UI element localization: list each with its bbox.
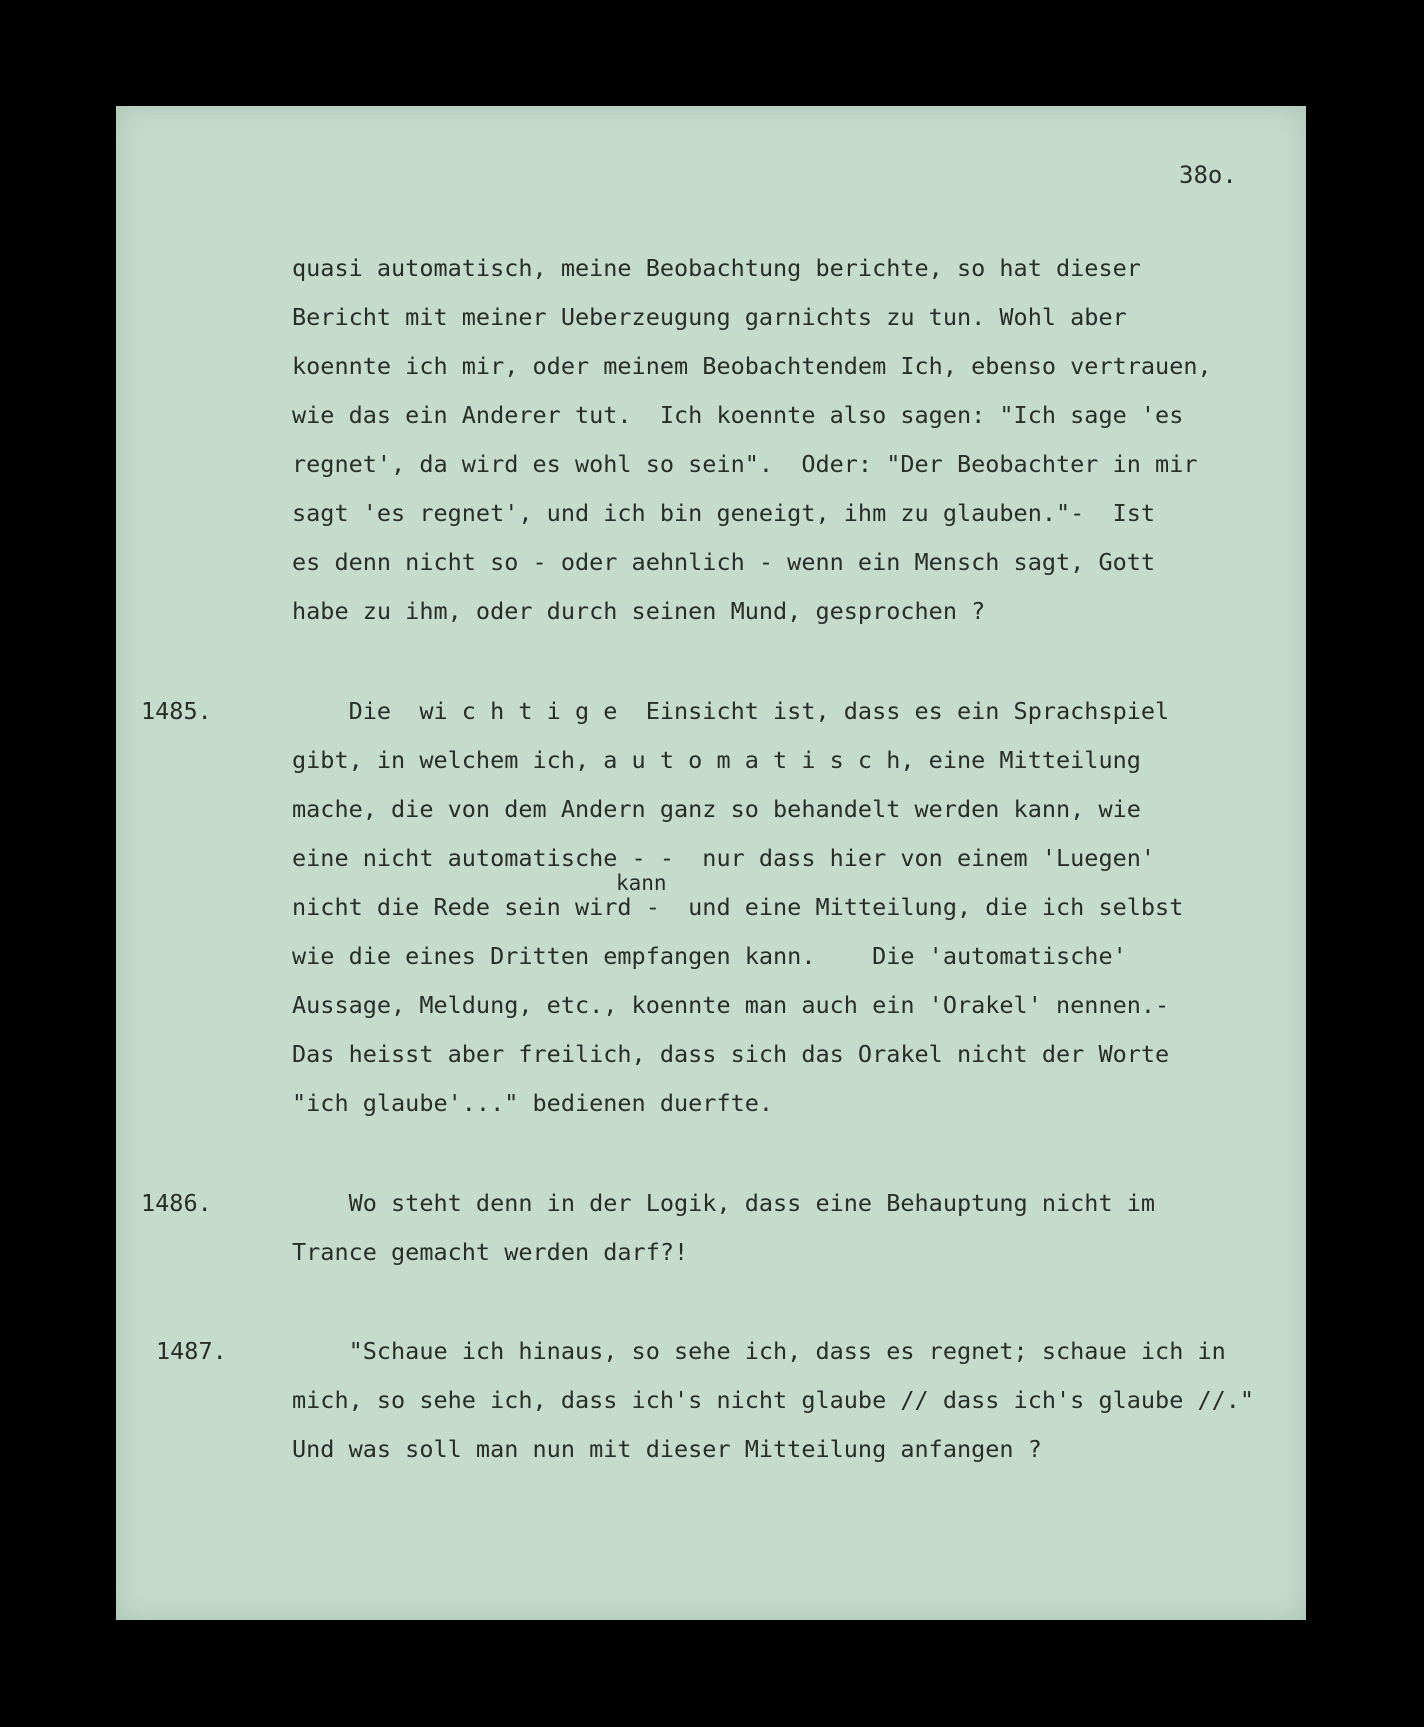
remark-number-1487: 1487. [156,1337,227,1365]
text-line: gibt, in welchem ich, a u t o m a t i s c h, eine Mitteilung [292,746,1141,774]
text-line: nicht die Rede sein wird - und eine Mitteilung, die ich selbst [292,893,1184,921]
interlinear-insertion: kann [616,871,667,895]
text-line: wie die eines Dritten empfangen kann. Die 'automatische' [292,942,1127,970]
text-line: "Schaue ich hinaus, so sehe ich, dass es regnet; schaue ich in [292,1337,1226,1365]
text-line: eine nicht automatische - - nur dass hier von einem 'Luegen' [292,844,1156,872]
text-line: Bericht mit meiner Ueberzeugung garnichts zu tun. Wohl aber [292,303,1127,331]
text-line: Die wi c h t i g e Einsicht ist, dass es ein Sprachspiel [292,697,1170,725]
text-line: Aussage, Meldung, etc., koennte man auch ein 'Orakel' nennen.- [292,991,1170,1019]
text-line: "ich glaube'..." bedienen duerfte. [292,1089,774,1117]
text-line: mich, so sehe ich, dass ich's nicht glaube // dass ich's glaube //." [292,1386,1255,1414]
text-line: sagt 'es regnet', und ich bin geneigt, ihm zu glauben."- Ist [292,499,1156,527]
remark-number-1486: 1486. [141,1189,212,1217]
text-line: koennte ich mir, oder meinem Beobachtendem Ich, ebenso vertrauen, [292,352,1212,380]
text-line: Und was soll man nun mit dieser Mitteilung anfangen ? [292,1435,1042,1463]
text-line: habe zu ihm, oder durch seinen Mund, gesprochen ? [292,597,986,625]
page-number: 38o. [1179,161,1237,189]
text-line: Trance gemacht werden darf?! [292,1238,689,1266]
text-line: wie das ein Anderer tut. Ich koennte also sagen: "Ich sage 'es [292,401,1184,429]
remark-number-1485: 1485. [141,697,212,725]
text-line: Wo steht denn in der Logik, dass eine Behauptung nicht im [292,1189,1156,1217]
typewritten-page [116,106,1306,1620]
text-line: quasi automatisch, meine Beobachtung berichte, so hat dieser [292,254,1141,282]
text-line: es denn nicht so - oder aehnlich - wenn ein Mensch sagt, Gott [292,548,1156,576]
text-line: regnet', da wird es wohl so sein". Oder: "Der Beobachter in mir [292,450,1198,478]
text-line: Das heisst aber freilich, dass sich das Orakel nicht der Worte [292,1040,1170,1068]
text-line: mache, die von dem Andern ganz so behandelt werden kann, wie [292,795,1141,823]
